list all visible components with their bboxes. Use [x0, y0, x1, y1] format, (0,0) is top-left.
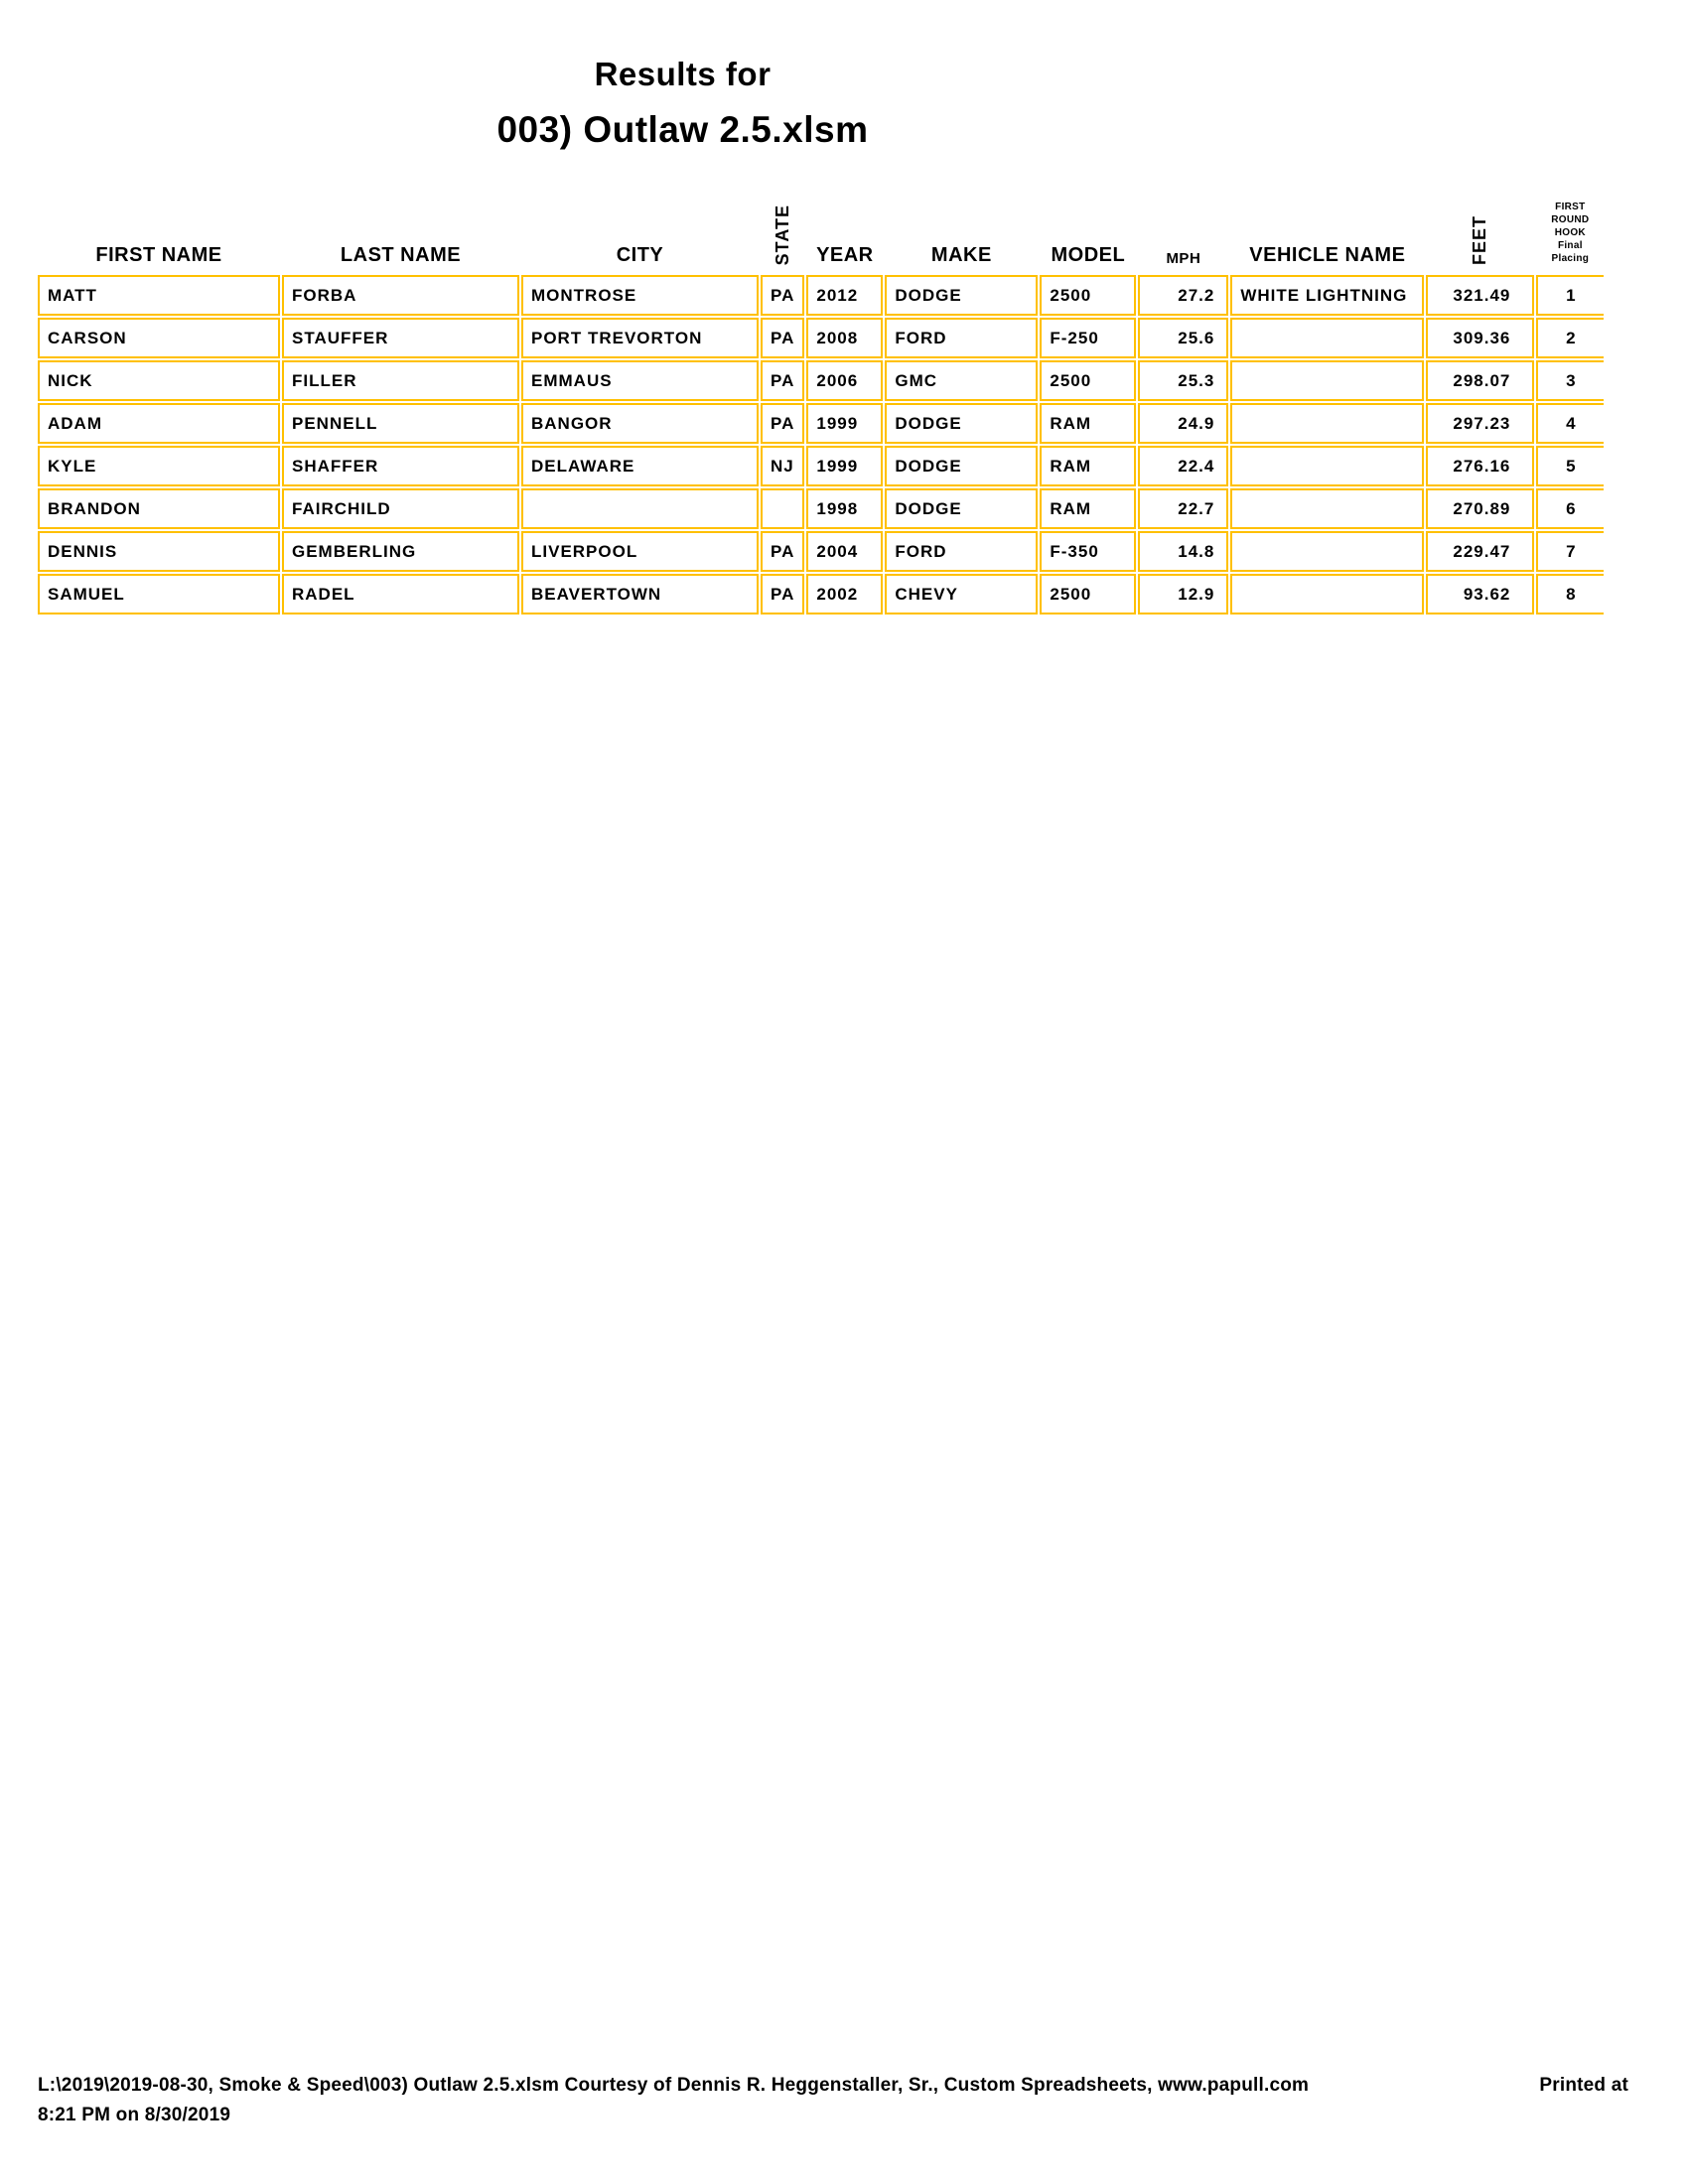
cell-last_name: FILLER [282, 360, 519, 401]
cell-vehicle_name [1230, 360, 1424, 401]
page-title [0, 56, 1365, 151]
cell-feet: 297.23 [1426, 403, 1534, 444]
cell-make: DODGE [885, 488, 1038, 529]
results-table-body [38, 275, 1604, 614]
column-header-last-name: LAST NAME [340, 244, 462, 266]
table-row [38, 488, 1604, 529]
footer-printed-datetime: 8:21 PM on 8/30/2019 [38, 2105, 231, 2125]
cell-last_name: FORBA [282, 275, 519, 316]
cell-first_name: ADAM [38, 403, 280, 444]
cell-year: 1998 [806, 488, 883, 529]
column-header-feet-rotated-text: FEET [1470, 214, 1490, 265]
column-header-state-rotated-text: STATE [772, 204, 792, 265]
cell-feet: 270.89 [1426, 488, 1534, 529]
cell-model: F-350 [1040, 531, 1136, 572]
cell-last_name: PENNELL [282, 403, 519, 444]
cell-state: PA [761, 318, 804, 358]
table-row [38, 403, 1604, 444]
cell-first_name: DENNIS [38, 531, 280, 572]
cell-feet: 93.62 [1426, 574, 1534, 614]
cell-last_name: GEMBERLING [282, 531, 519, 572]
table-row [38, 275, 1604, 316]
cell-make: FORD [885, 531, 1038, 572]
cell-last_name: FAIRCHILD [282, 488, 519, 529]
cell-state: NJ [761, 446, 804, 486]
table-row [38, 446, 1604, 486]
placing-header-line3: Final Placing [1551, 240, 1590, 264]
cell-city: BANGOR [521, 403, 759, 444]
placing-header-line1: FIRST ROUND [1551, 202, 1590, 225]
cell-mph: 22.4 [1138, 446, 1228, 486]
cell-year: 2006 [806, 360, 883, 401]
cell-year: 2012 [806, 275, 883, 316]
cell-mph: 25.3 [1138, 360, 1228, 401]
cell-last_name: RADEL [282, 574, 519, 614]
cell-first_name: MATT [38, 275, 280, 316]
cell-year: 2008 [806, 318, 883, 358]
cell-vehicle_name [1230, 318, 1424, 358]
cell-placing: 4 [1536, 403, 1604, 444]
cell-state: PA [761, 360, 804, 401]
table-row [38, 318, 1604, 358]
cell-mph: 27.2 [1138, 275, 1228, 316]
cell-first_name: CARSON [38, 318, 280, 358]
column-header-city: CITY [616, 244, 664, 266]
table-row [38, 574, 1604, 614]
column-header-feet [1426, 194, 1534, 273]
cell-year: 1999 [806, 446, 883, 486]
cell-vehicle_name [1230, 531, 1424, 572]
cell-vehicle_name [1230, 488, 1424, 529]
cell-make: DODGE [885, 403, 1038, 444]
cell-vehicle_name: WHITE LIGHTNING [1230, 275, 1424, 316]
cell-make: FORD [885, 318, 1038, 358]
column-header-first-name: FIRST NAME [95, 244, 222, 266]
cell-city: BEAVERTOWN [521, 574, 759, 614]
cell-year: 2002 [806, 574, 883, 614]
cell-first_name: NICK [38, 360, 280, 401]
column-header-year: YEAR [816, 244, 874, 266]
cell-mph: 12.9 [1138, 574, 1228, 614]
cell-mph: 14.8 [1138, 531, 1228, 572]
cell-model: 2500 [1040, 574, 1136, 614]
cell-feet: 321.49 [1426, 275, 1534, 316]
cell-placing: 7 [1536, 531, 1604, 572]
cell-feet: 276.16 [1426, 446, 1534, 486]
cell-state: PA [761, 531, 804, 572]
placing-header-line2: HOOK [1554, 227, 1586, 238]
cell-last_name: STAUFFER [282, 318, 519, 358]
cell-city: LIVERPOOL [521, 531, 759, 572]
cell-placing: 6 [1536, 488, 1604, 529]
cell-first_name: BRANDON [38, 488, 280, 529]
cell-city: EMMAUS [521, 360, 759, 401]
cell-year: 1999 [806, 403, 883, 444]
cell-model: F-250 [1040, 318, 1136, 358]
cell-placing: 3 [1536, 360, 1604, 401]
table-row [38, 360, 1604, 401]
cell-state: PA [761, 574, 804, 614]
cell-first_name: SAMUEL [38, 574, 280, 614]
cell-year: 2004 [806, 531, 883, 572]
cell-vehicle_name [1230, 403, 1424, 444]
cell-city [521, 488, 759, 529]
cell-placing: 1 [1536, 275, 1604, 316]
cell-state [761, 488, 804, 529]
cell-model: 2500 [1040, 360, 1136, 401]
cell-make: GMC [885, 360, 1038, 401]
cell-placing: 5 [1536, 446, 1604, 486]
cell-make: DODGE [885, 275, 1038, 316]
cell-feet: 298.07 [1426, 360, 1534, 401]
cell-state: PA [761, 403, 804, 444]
cell-placing: 8 [1536, 574, 1604, 614]
footer-file-path: L:\2019\2019-08-30, Smoke & Speed\003) Outlaw 2.5.xlsm Courtesy of Dennis R. Heggenstaller, Sr., Custom Spreadsheets, www.papull.com [38, 2075, 1310, 2096]
cell-vehicle_name [1230, 574, 1424, 614]
cell-make: DODGE [885, 446, 1038, 486]
column-header-state [761, 194, 804, 273]
cell-make: CHEVY [885, 574, 1038, 614]
column-header-placing [1536, 194, 1604, 273]
column-header-mph: MPH [1166, 250, 1201, 267]
column-header-model: MODEL [1051, 244, 1126, 266]
table-row [38, 531, 1604, 572]
cell-feet: 309.36 [1426, 318, 1534, 358]
cell-model: RAM [1040, 488, 1136, 529]
cell-city: DELAWARE [521, 446, 759, 486]
column-header-make: MAKE [930, 244, 992, 266]
cell-model: 2500 [1040, 275, 1136, 316]
page-title-line2: 003) Outlaw 2.5.xlsm [496, 109, 869, 150]
column-header-vehicle-name: VEHICLE NAME [1249, 244, 1406, 266]
cell-mph: 22.7 [1138, 488, 1228, 529]
results-table [36, 192, 1606, 616]
footer [38, 2071, 1628, 2130]
cell-vehicle_name [1230, 446, 1424, 486]
cell-city: PORT TREVORTON [521, 318, 759, 358]
footer-printed-at-label: Printed at [1539, 2075, 1628, 2096]
cell-mph: 24.9 [1138, 403, 1228, 444]
cell-model: RAM [1040, 403, 1136, 444]
cell-state: PA [761, 275, 804, 316]
page-title-line1: Results for [594, 56, 772, 92]
cell-mph: 25.6 [1138, 318, 1228, 358]
header-row [38, 194, 1604, 273]
cell-feet: 229.47 [1426, 531, 1534, 572]
cell-first_name: KYLE [38, 446, 280, 486]
cell-city: MONTROSE [521, 275, 759, 316]
cell-model: RAM [1040, 446, 1136, 486]
cell-last_name: SHAFFER [282, 446, 519, 486]
footer-line1 [38, 2071, 1628, 2101]
cell-placing: 2 [1536, 318, 1604, 358]
